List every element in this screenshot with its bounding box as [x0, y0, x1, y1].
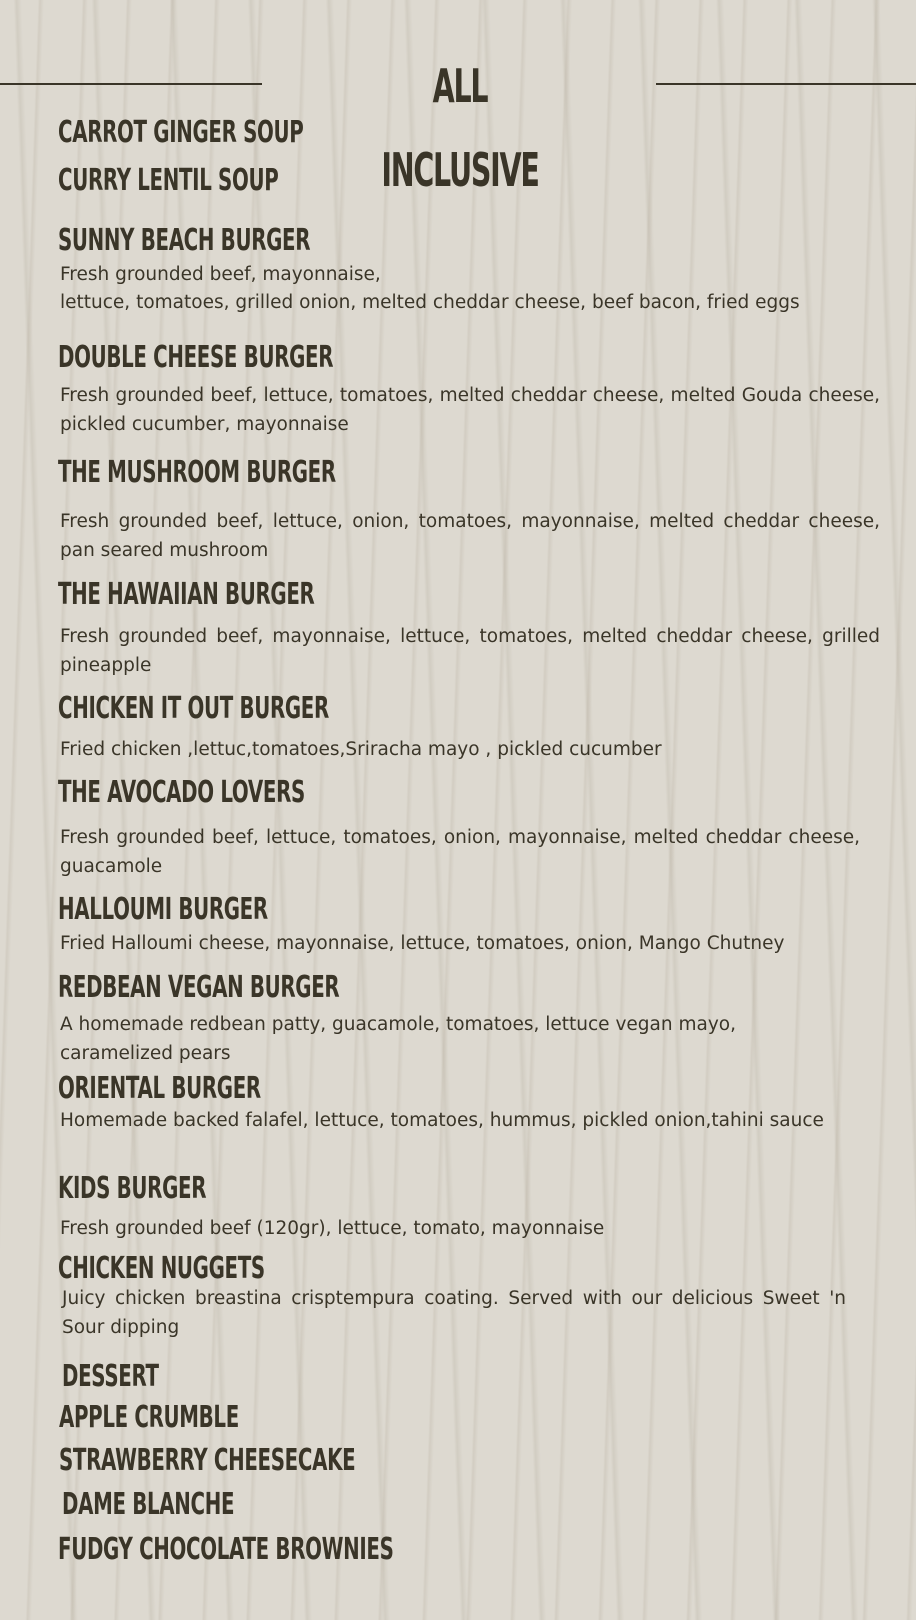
menu-title: ALL INCLUSIVE	[381, 59, 539, 197]
soup-curry-lentil: CURRY LENTIL SOUP	[58, 163, 279, 198]
burger-chicken-it-out-desc: Fried chicken ,lettuc,tomatoes,Sriracha mayo , pickled cucumber	[60, 739, 662, 760]
dessert-strawberry-cheesecake: STRAWBERRY CHEESECAKE	[59, 1443, 356, 1478]
burger-chicken-it-out-name: CHICKEN IT OUT BURGER	[58, 691, 329, 726]
burger-hawaiian-name: THE HAWAIIAN BURGER	[58, 577, 315, 612]
burger-double-cheese-name: DOUBLE CHEESE BURGER	[58, 340, 334, 375]
dessert-apple-crumble: APPLE CRUMBLE	[59, 1400, 239, 1435]
burger-oriental-name: ORIENTAL BURGER	[58, 1071, 261, 1106]
burger-avocado-lovers-desc: Fresh grounded beef, lettuce, tomatoes, onion, mayonnaise, melted cheddar cheese, guacamole	[60, 827, 860, 877]
burger-sunny-beach-name: SUNNY BEACH BURGER	[58, 223, 311, 258]
title-rule-left	[0, 83, 262, 85]
burger-mushroom-desc: Fresh grounded beef, lettuce, onion, tomatoes, mayonnaise, melted cheddar cheese, pan seared mushroom	[60, 511, 880, 561]
dessert-fudgy-chocolate-brownies: FUDGY CHOCOLATE BROWNIES	[58, 1532, 394, 1567]
title-rule-right	[656, 83, 916, 85]
burger-kids-name: KIDS BURGER	[58, 1171, 207, 1206]
burger-redbean-vegan-name: REDBEAN VEGAN BURGER	[58, 970, 340, 1005]
soup-carrot-ginger: CARROT GINGER SOUP	[58, 115, 304, 150]
burger-sunny-beach-desc-line2: lettuce, tomatoes, grilled onion, melted cheddar cheese, beef bacon, fried eggs	[60, 292, 800, 313]
burger-redbean-vegan-desc: A homemade redbean patty, guacamole, tomatoes, lettuce vegan mayo, caramelized pears	[60, 1014, 736, 1064]
burger-halloumi-name: HALLOUMI BURGER	[58, 892, 268, 927]
burger-double-cheese-desc: Fresh grounded beef, lettuce, tomatoes, melted cheddar cheese, melted Gouda cheese, pickled cucumber, mayonnaise	[60, 385, 880, 435]
burger-halloumi-desc: Fried Halloumi cheese, mayonnaise, lettuce, tomatoes, onion, Mango Chutney	[60, 933, 785, 954]
burger-oriental-desc: Homemade backed falafel, lettuce, tomatoes, hummus, pickled onion,tahini sauce	[60, 1110, 824, 1131]
dessert-dame-blanche: DAME BLANCHE	[62, 1487, 235, 1522]
burger-sunny-beach-desc-line1: Fresh grounded beef, mayonnaise,	[60, 264, 381, 285]
dessert-heading: DESSERT	[62, 1359, 159, 1394]
burger-avocado-lovers-name: THE AVOCADO LOVERS	[58, 775, 305, 810]
burger-hawaiian-desc: Fresh grounded beef, mayonnaise, lettuce, tomatoes, melted cheddar cheese, grilled pineapple	[60, 626, 880, 676]
chicken-nuggets-desc: Juicy chicken breastina crisptempura coating. Served with our delicious Sweet 'n Sour dipping	[62, 1288, 846, 1338]
burger-mushroom-name: THE MUSHROOM BURGER	[58, 455, 336, 490]
chicken-nuggets-name: CHICKEN NUGGETS	[58, 1251, 265, 1286]
burger-kids-desc: Fresh grounded beef (120gr), lettuce, tomato, mayonnaise	[60, 1218, 605, 1239]
